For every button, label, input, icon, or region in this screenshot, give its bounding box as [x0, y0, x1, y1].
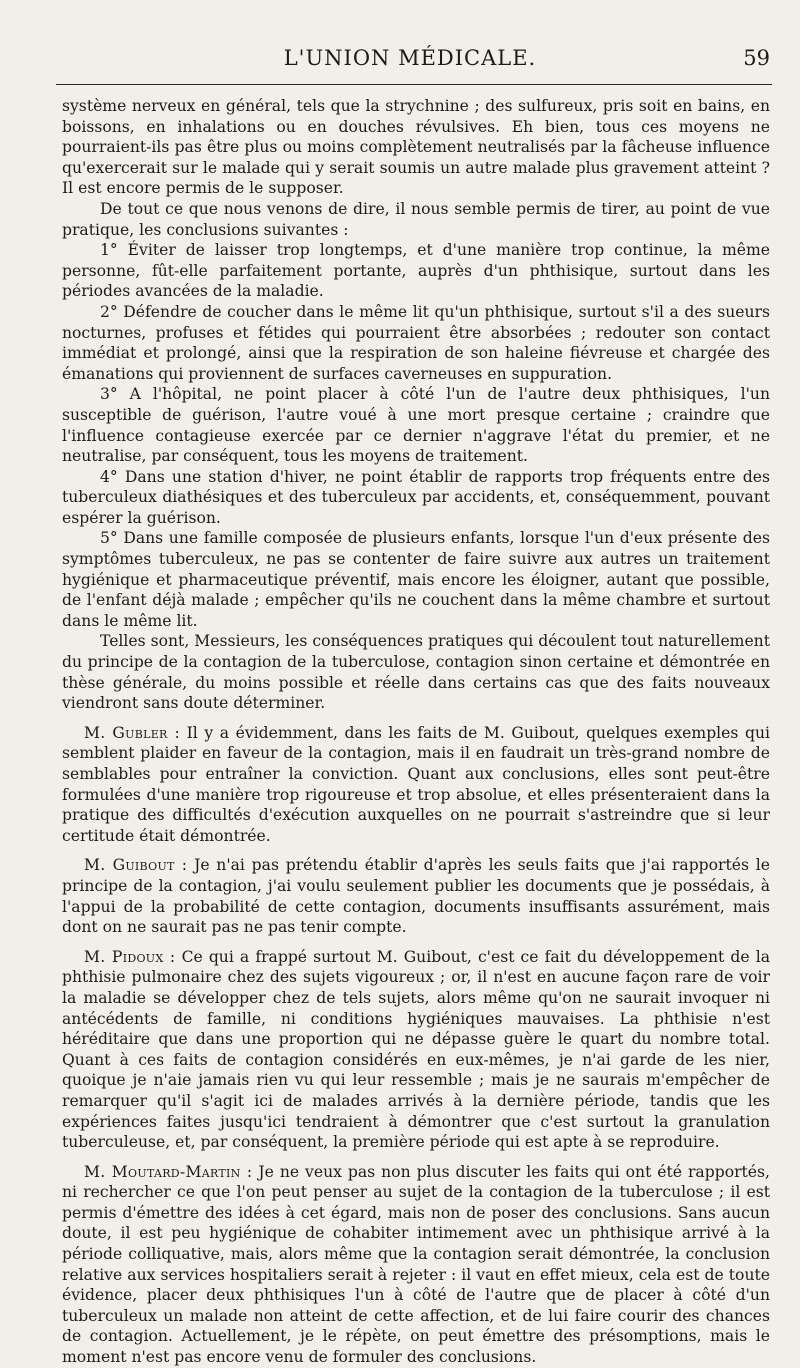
- page-number: 59: [743, 46, 770, 70]
- speech-text: Il y a évidemment, dans les faits de M. Guibout, quelques exemples qui semblent plaider en faveur de la contagion, mais il en faudrait un très-grand nombre de semblables pour entraîner la conviction. Quant aux conclusions, elles sont peut-être formulées d'une manière trop rigoureuse et trop absolue, et elles présenteraient dans la pratique des difficultés d'exécution auxquelles on ne pourrait s'astreindre que si leur certitude était démontrée.: [62, 723, 770, 845]
- conclusion-3: 3° A l'hôpital, ne point placer à côté l'un de l'autre deux phthisiques, l'un susceptible de guérison, l'autre voué à une mort presque certaine ; craindre que l'influence contagieuse exercée par ce dernier n'aggrave l'état du premier, et ne neutralise, par conséquent, tous les moyens de traitement.: [62, 385, 770, 466]
- speech-text: Ce qui a frappé surtout M. Guibout, c'est ce fait du développement de la phthisie pulmonaire chez des sujets vigoureux ; or, il n'est en aucune façon rare de voir la maladie se développer chez de tels sujets, alors même qu'on ne saurait invoquer ni antécédents de famille, ni conditions hygiéniques mauvaises. La phthisie n'est héréditaire que dans une proportion qui ne dépasse guère le quart du nombre total. Quant à ces faits de contagion considérés en eux-mêmes, je n'ai garde de les nier, quoique je n'aie jamais rien vu qui leur ressemble ; mais je ne saurais m'empêcher de remarquer qu'il s'agit ici de malades arrivés à la dernière période, tandis que les expériences faites jusqu'ici tendraient à démontrer que c'est surtout la granulation tuberculeuse, et, par conséquent, la première période qui est apte à se reproduire.: [62, 947, 770, 1152]
- speech-text: Je ne veux pas non plus discuter les faits qui ont été rapportés, ni rechercher ce que l'on peut penser au sujet de la contagion de la tuberculose ; il est permis d'émettre des idées à cet égard, mais non de poser des conclusions. Sans aucun doute, il est peu hygiénique de cohabiter intimement avec un phthisique arrivé à la période colliquative, mais, alors même que la contagion serait démontrée, la conclusion relative aux services hospitaliers serait à rejeter : il vaut en effet mieux, cela est de toute évidence, placer deux phthisiques l'un à côté de l'autre que de placer à côté d'un tuberculeux un malade non atteint de cette affection, et de lui faire courir des chances de contagion. Actuellement, je le répète, on peut émettre des présomptions, mais le moment n'est pas encore venu de formuler des conclusions.: [62, 1162, 770, 1367]
- speech-gubler: [62, 723, 770, 847]
- speaker-name: M. Guibout :: [84, 856, 188, 875]
- conclusion-1: 1° Éviter de laisser trop longtemps, et d'une manière trop continue, la même personne, fût-elle parfaitement portante, auprès d'un phthisique, surtout dans les périodes avancées de la maladie.: [62, 241, 770, 301]
- paragraph-intro-conclusions: De tout ce que nous venons de dire, il nous semble permis de tirer, au point de vue pratique, les conclusions suivantes :: [62, 199, 770, 239]
- paragraph-continuation: système nerveux en général, tels que la strychnine ; des sulfureux, pris soit en bains, en boissons, en inhalations ou en douches révulsives. Eh bien, tous ces moyens ne pourraient-ils pas être plus ou moins complètement neutralisés par la fâcheuse influence qu'exercerait sur le malade qui y serait soumis un autre malade plus gravement atteint ? Il est encore permis de le supposer.: [62, 97, 770, 198]
- speaker-name: M. Pidoux :: [84, 947, 176, 966]
- conclusion-2: 2° Défendre de coucher dans le même lit qu'un phthisique, surtout s'il a des sueurs nocturnes, profuses et fétides qui pourraient être absorbées ; redouter son contact immédiat et prolongé, ainsi que la respiration de son haleine fiévreuse et chargée des émanations qui proviennent de surfaces caverneuses en suppuration.: [62, 302, 770, 383]
- speech-text: Je n'ai pas prétendu établir d'après les seuls faits que j'ai rapportés le principe de la contagion, j'ai voulu seulement publier les documents que je possédais, à l'appui de la probabilité de cette contagion, documents insuffisants assurément, mais dont on ne saurait pas ne pas tenir compte.: [62, 856, 770, 937]
- header-rule: [56, 84, 772, 85]
- speech-pidoux: [62, 947, 770, 1153]
- speech-guibout: [62, 855, 770, 937]
- speech-moutard-martin: [62, 1162, 770, 1368]
- article-body: [62, 96, 770, 1368]
- conclusion-5: 5° Dans une famille composée de plusieurs enfants, lorsque l'un d'eux présente des symptômes tuberculeux, ne pas se contenter de faire suivre aux autres un traitement hygiénique et pharmaceutique préventif, mais encore les éloigner, autant que possible, de l'enfant déjà malade ; empêcher qu'ils ne couchent dans la même chambre et surtout dans le même lit.: [62, 529, 770, 630]
- paragraph-summary: Telles sont, Messieurs, les conséquences pratiques qui découlent tout naturellement du principe de la contagion de la tuberculose, contagion sinon certaine et démontrée en thèse générale, du moins possible et réelle dans certains cas que des faits nouveaux viendront sans doute déterminer.: [62, 632, 770, 713]
- speaker-name: M. Moutard-Martin :: [84, 1162, 253, 1181]
- speaker-name: M. Gubler :: [84, 723, 181, 742]
- conclusion-4: 4° Dans une station d'hiver, ne point établir de rapports trop fréquents entre des tuberculeux diathésiques et des tuberculeux par accidents, et, conséquemment, pouvant espérer la guérison.: [62, 467, 770, 527]
- running-title: L'UNION MÉDICALE.: [283, 46, 537, 70]
- page-header: [50, 44, 770, 78]
